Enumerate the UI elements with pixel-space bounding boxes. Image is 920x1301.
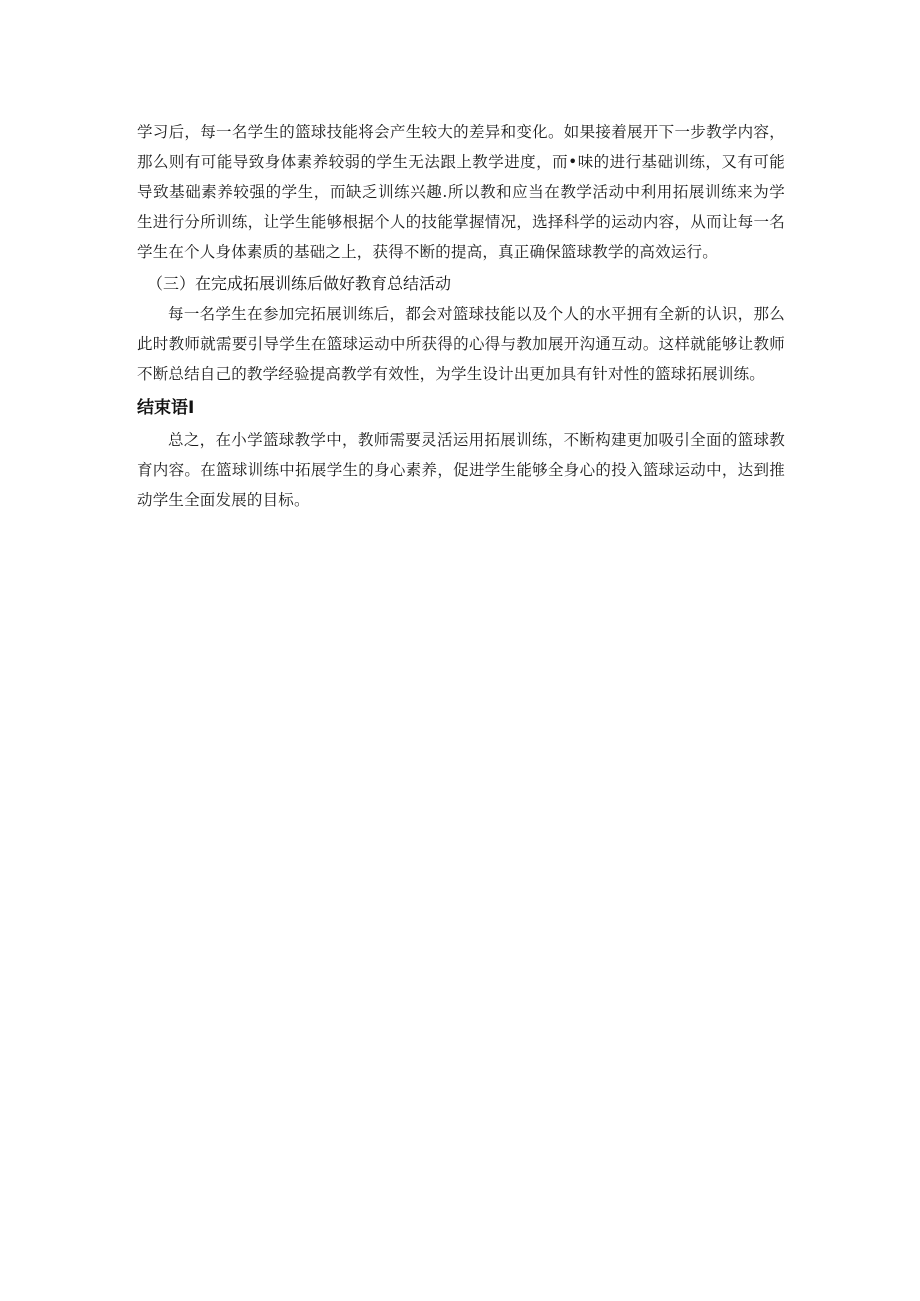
body-paragraph-continued: 学习后，每一名学生的篮球技能将会产生较大的差异和变化。如果接着展开下一步教学内容，那么则有可能导致身体素养较弱的学生无法跟上教学进度，而•味的进行基础训练，又有可能导致基础素养较强的学生，而缺乏训练兴趣.所以教和应当在教学活动中利用拓展训练来为学生进行分所训练，让学生能够根据个人的技能掌握情况，选择科学的运动内容，从而让每一名学生在个人身体素质的基础之上，获得不断的提高，真正确保篮球教学的高效运行。 [137, 123, 785, 261]
conclusion-heading: 结束语I [137, 398, 195, 418]
body-paragraph-summary-activity: 每一名学生在参加完拓展训练后，都会对篮球技能以及个人的水平拥有全新的认识，那么此时教师就需要引导学生在篮球运动中所获得的心得与教加展开沟通互动。这样就能够让教师不断总结自己的教学经验提高教学有效性，为学生设计出更加具有针对性的篮球拓展训练。 [137, 305, 785, 383]
conclusion-paragraph: 总之，在小学篮球教学中，教师需要灵活运用拓展训练，不断构建更加吸引全面的篮球教育内容。在篮球训练中拓展学生的身心素养，促进学生能够全身心的投入篮球运动中，达到推动学生全面发展的目标。 [137, 431, 785, 509]
section-subheading-3: （三）在完成拓展训练后做好教育总结活动 [147, 274, 452, 293]
document-body [137, 117, 785, 515]
